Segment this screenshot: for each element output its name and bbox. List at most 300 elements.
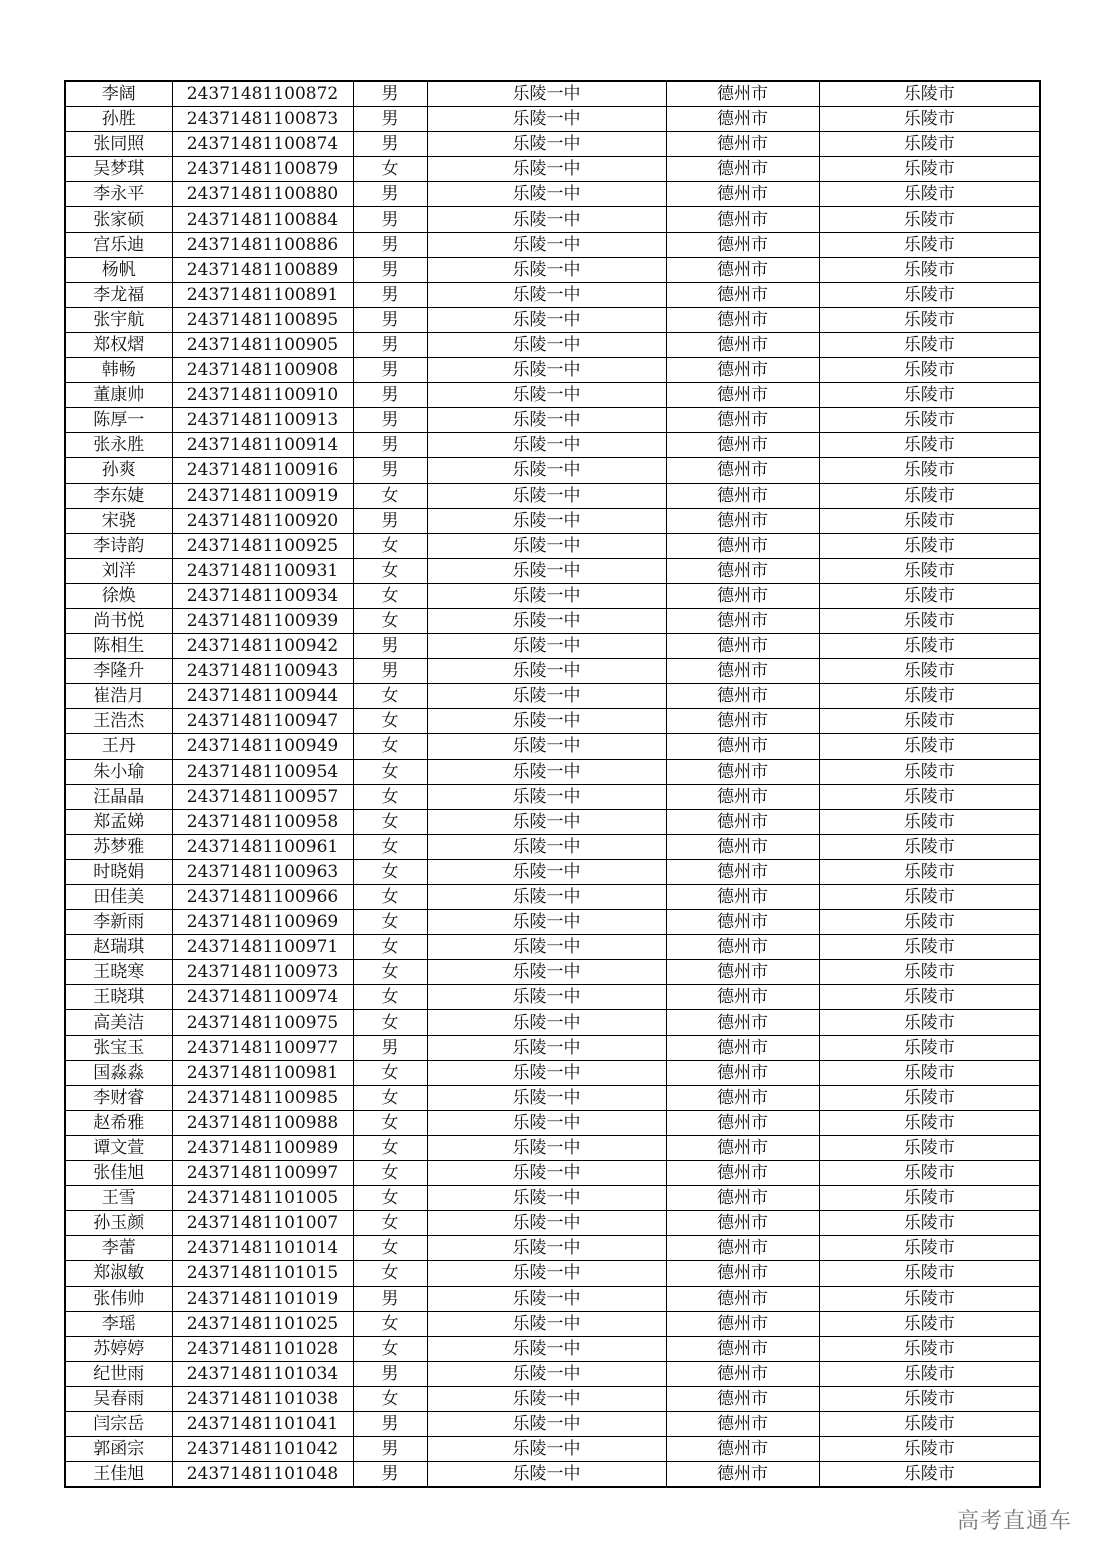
cell-school: 乐陵一中 bbox=[427, 207, 666, 232]
table-row bbox=[65, 307, 1040, 332]
table-row bbox=[65, 458, 1040, 483]
cell-school: 乐陵一中 bbox=[427, 107, 666, 132]
table-row bbox=[65, 1211, 1040, 1236]
cell-county: 乐陵市 bbox=[819, 408, 1040, 433]
cell-exam-number: 24371481100919 bbox=[172, 483, 353, 508]
cell-exam-number: 24371481100886 bbox=[172, 232, 353, 257]
cell-county: 乐陵市 bbox=[819, 483, 1040, 508]
cell-city: 德州市 bbox=[666, 834, 819, 859]
cell-county: 乐陵市 bbox=[819, 608, 1040, 633]
cell-county: 乐陵市 bbox=[819, 659, 1040, 684]
cell-gender: 男 bbox=[353, 1286, 427, 1311]
cell-school: 乐陵一中 bbox=[427, 885, 666, 910]
cell-school: 乐陵一中 bbox=[427, 1186, 666, 1211]
table-row bbox=[65, 483, 1040, 508]
roster-table bbox=[64, 80, 1041, 1488]
cell-city: 德州市 bbox=[666, 910, 819, 935]
cell-gender: 男 bbox=[353, 207, 427, 232]
cell-county: 乐陵市 bbox=[819, 1286, 1040, 1311]
table-row bbox=[65, 433, 1040, 458]
cell-exam-number: 24371481101042 bbox=[172, 1437, 353, 1462]
table-row bbox=[65, 1311, 1040, 1336]
cell-name: 徐焕 bbox=[65, 583, 172, 608]
cell-exam-number: 24371481100942 bbox=[172, 634, 353, 659]
cell-exam-number: 24371481100957 bbox=[172, 784, 353, 809]
cell-school: 乐陵一中 bbox=[427, 558, 666, 583]
table-row bbox=[65, 1361, 1040, 1386]
cell-gender: 男 bbox=[353, 307, 427, 332]
cell-school: 乐陵一中 bbox=[427, 583, 666, 608]
cell-name: 郭函宗 bbox=[65, 1437, 172, 1462]
cell-school: 乐陵一中 bbox=[427, 734, 666, 759]
cell-county: 乐陵市 bbox=[819, 583, 1040, 608]
table-row bbox=[65, 157, 1040, 182]
cell-county: 乐陵市 bbox=[819, 383, 1040, 408]
cell-school: 乐陵一中 bbox=[427, 634, 666, 659]
table-row bbox=[65, 960, 1040, 985]
cell-gender: 男 bbox=[353, 358, 427, 383]
cell-gender: 女 bbox=[353, 1336, 427, 1361]
cell-city: 德州市 bbox=[666, 1186, 819, 1211]
cell-city: 德州市 bbox=[666, 885, 819, 910]
cell-name: 刘洋 bbox=[65, 558, 172, 583]
table-row bbox=[65, 558, 1040, 583]
cell-county: 乐陵市 bbox=[819, 859, 1040, 884]
cell-county: 乐陵市 bbox=[819, 132, 1040, 157]
cell-name: 王佳旭 bbox=[65, 1462, 172, 1488]
cell-name: 李瑶 bbox=[65, 1311, 172, 1336]
cell-school: 乐陵一中 bbox=[427, 232, 666, 257]
cell-name: 张宝玉 bbox=[65, 1035, 172, 1060]
cell-county: 乐陵市 bbox=[819, 182, 1040, 207]
cell-name: 王晓寒 bbox=[65, 960, 172, 985]
cell-gender: 男 bbox=[353, 257, 427, 282]
cell-school: 乐陵一中 bbox=[427, 1261, 666, 1286]
cell-city: 德州市 bbox=[666, 1361, 819, 1386]
cell-exam-number: 24371481100916 bbox=[172, 458, 353, 483]
cell-exam-number: 24371481101007 bbox=[172, 1211, 353, 1236]
cell-exam-number: 24371481100949 bbox=[172, 734, 353, 759]
table-row bbox=[65, 1186, 1040, 1211]
cell-exam-number: 24371481100891 bbox=[172, 282, 353, 307]
cell-city: 德州市 bbox=[666, 1060, 819, 1085]
cell-name: 吴梦琪 bbox=[65, 157, 172, 182]
cell-city: 德州市 bbox=[666, 684, 819, 709]
cell-exam-number: 24371481100884 bbox=[172, 207, 353, 232]
roster-table-container bbox=[64, 80, 1039, 1488]
cell-county: 乐陵市 bbox=[819, 960, 1040, 985]
cell-school: 乐陵一中 bbox=[427, 1386, 666, 1411]
cell-school: 乐陵一中 bbox=[427, 282, 666, 307]
cell-gender: 男 bbox=[353, 1411, 427, 1436]
cell-county: 乐陵市 bbox=[819, 232, 1040, 257]
cell-school: 乐陵一中 bbox=[427, 1060, 666, 1085]
table-row bbox=[65, 1462, 1040, 1488]
cell-name: 赵瑞琪 bbox=[65, 935, 172, 960]
cell-gender: 女 bbox=[353, 1186, 427, 1211]
cell-name: 张同照 bbox=[65, 132, 172, 157]
cell-name: 李诗韵 bbox=[65, 533, 172, 558]
cell-gender: 女 bbox=[353, 558, 427, 583]
cell-city: 德州市 bbox=[666, 157, 819, 182]
cell-school: 乐陵一中 bbox=[427, 1035, 666, 1060]
table-row bbox=[65, 1336, 1040, 1361]
cell-name: 李蕾 bbox=[65, 1236, 172, 1261]
cell-city: 德州市 bbox=[666, 81, 819, 107]
roster-table-body bbox=[65, 81, 1040, 1487]
cell-name: 张佳旭 bbox=[65, 1161, 172, 1186]
cell-city: 德州市 bbox=[666, 408, 819, 433]
cell-name: 朱小瑜 bbox=[65, 759, 172, 784]
cell-exam-number: 24371481100947 bbox=[172, 709, 353, 734]
table-row bbox=[65, 1261, 1040, 1286]
cell-name: 李龙福 bbox=[65, 282, 172, 307]
cell-school: 乐陵一中 bbox=[427, 458, 666, 483]
table-row bbox=[65, 1010, 1040, 1035]
table-row bbox=[65, 358, 1040, 383]
cell-name: 时晓娟 bbox=[65, 859, 172, 884]
cell-gender: 男 bbox=[353, 282, 427, 307]
cell-exam-number: 24371481100988 bbox=[172, 1110, 353, 1135]
cell-city: 德州市 bbox=[666, 659, 819, 684]
cell-name: 国淼淼 bbox=[65, 1060, 172, 1085]
cell-exam-number: 24371481100966 bbox=[172, 885, 353, 910]
cell-school: 乐陵一中 bbox=[427, 1135, 666, 1160]
cell-city: 德州市 bbox=[666, 1161, 819, 1186]
cell-exam-number: 24371481100975 bbox=[172, 1010, 353, 1035]
cell-gender: 女 bbox=[353, 684, 427, 709]
cell-city: 德州市 bbox=[666, 734, 819, 759]
cell-county: 乐陵市 bbox=[819, 282, 1040, 307]
cell-school: 乐陵一中 bbox=[427, 935, 666, 960]
cell-name: 董康帅 bbox=[65, 383, 172, 408]
cell-gender: 女 bbox=[353, 734, 427, 759]
cell-name: 王雪 bbox=[65, 1186, 172, 1211]
cell-gender: 男 bbox=[353, 1361, 427, 1386]
cell-exam-number: 24371481100879 bbox=[172, 157, 353, 182]
cell-exam-number: 24371481101048 bbox=[172, 1462, 353, 1488]
cell-county: 乐陵市 bbox=[819, 910, 1040, 935]
cell-exam-number: 24371481100873 bbox=[172, 107, 353, 132]
cell-school: 乐陵一中 bbox=[427, 132, 666, 157]
cell-exam-number: 24371481100969 bbox=[172, 910, 353, 935]
cell-exam-number: 24371481100944 bbox=[172, 684, 353, 709]
cell-gender: 女 bbox=[353, 1386, 427, 1411]
cell-gender: 女 bbox=[353, 483, 427, 508]
cell-name: 苏婷婷 bbox=[65, 1336, 172, 1361]
cell-name: 郑孟娣 bbox=[65, 809, 172, 834]
cell-exam-number: 24371481100989 bbox=[172, 1135, 353, 1160]
cell-name: 闫宗岳 bbox=[65, 1411, 172, 1436]
cell-gender: 女 bbox=[353, 935, 427, 960]
cell-school: 乐陵一中 bbox=[427, 659, 666, 684]
cell-city: 德州市 bbox=[666, 935, 819, 960]
cell-exam-number: 24371481100961 bbox=[172, 834, 353, 859]
cell-name: 李隆升 bbox=[65, 659, 172, 684]
table-row bbox=[65, 935, 1040, 960]
cell-name: 孙爽 bbox=[65, 458, 172, 483]
cell-school: 乐陵一中 bbox=[427, 1286, 666, 1311]
cell-gender: 女 bbox=[353, 1085, 427, 1110]
cell-county: 乐陵市 bbox=[819, 458, 1040, 483]
cell-gender: 女 bbox=[353, 1236, 427, 1261]
cell-exam-number: 24371481101019 bbox=[172, 1286, 353, 1311]
cell-gender: 女 bbox=[353, 1161, 427, 1186]
cell-gender: 女 bbox=[353, 608, 427, 633]
cell-county: 乐陵市 bbox=[819, 1311, 1040, 1336]
table-row bbox=[65, 1035, 1040, 1060]
cell-school: 乐陵一中 bbox=[427, 910, 666, 935]
cell-school: 乐陵一中 bbox=[427, 608, 666, 633]
cell-county: 乐陵市 bbox=[819, 734, 1040, 759]
table-row bbox=[65, 834, 1040, 859]
cell-name: 王浩杰 bbox=[65, 709, 172, 734]
cell-city: 德州市 bbox=[666, 709, 819, 734]
cell-school: 乐陵一中 bbox=[427, 483, 666, 508]
table-row bbox=[65, 508, 1040, 533]
cell-name: 纪世雨 bbox=[65, 1361, 172, 1386]
cell-county: 乐陵市 bbox=[819, 257, 1040, 282]
cell-name: 孙玉颜 bbox=[65, 1211, 172, 1236]
cell-city: 德州市 bbox=[666, 232, 819, 257]
cell-exam-number: 24371481100913 bbox=[172, 408, 353, 433]
cell-exam-number: 24371481101041 bbox=[172, 1411, 353, 1436]
cell-county: 乐陵市 bbox=[819, 684, 1040, 709]
cell-exam-number: 24371481100920 bbox=[172, 508, 353, 533]
cell-exam-number: 24371481100958 bbox=[172, 809, 353, 834]
cell-school: 乐陵一中 bbox=[427, 1211, 666, 1236]
cell-gender: 女 bbox=[353, 809, 427, 834]
cell-county: 乐陵市 bbox=[819, 358, 1040, 383]
cell-school: 乐陵一中 bbox=[427, 1085, 666, 1110]
table-row bbox=[65, 634, 1040, 659]
cell-gender: 女 bbox=[353, 759, 427, 784]
cell-exam-number: 24371481100934 bbox=[172, 583, 353, 608]
cell-name: 吴春雨 bbox=[65, 1386, 172, 1411]
cell-city: 德州市 bbox=[666, 433, 819, 458]
cell-gender: 女 bbox=[353, 1211, 427, 1236]
cell-gender: 男 bbox=[353, 81, 427, 107]
cell-school: 乐陵一中 bbox=[427, 784, 666, 809]
cell-county: 乐陵市 bbox=[819, 709, 1040, 734]
cell-city: 德州市 bbox=[666, 182, 819, 207]
cell-gender: 男 bbox=[353, 107, 427, 132]
cell-city: 德州市 bbox=[666, 1135, 819, 1160]
cell-gender: 男 bbox=[353, 1035, 427, 1060]
cell-name: 张宇航 bbox=[65, 307, 172, 332]
cell-school: 乐陵一中 bbox=[427, 257, 666, 282]
cell-gender: 女 bbox=[353, 709, 427, 734]
cell-exam-number: 24371481101038 bbox=[172, 1386, 353, 1411]
cell-school: 乐陵一中 bbox=[427, 1437, 666, 1462]
cell-name: 郑淑敏 bbox=[65, 1261, 172, 1286]
cell-gender: 男 bbox=[353, 232, 427, 257]
table-row bbox=[65, 81, 1040, 107]
cell-exam-number: 24371481100973 bbox=[172, 960, 353, 985]
cell-county: 乐陵市 bbox=[819, 1135, 1040, 1160]
cell-county: 乐陵市 bbox=[819, 1236, 1040, 1261]
cell-school: 乐陵一中 bbox=[427, 709, 666, 734]
cell-county: 乐陵市 bbox=[819, 1035, 1040, 1060]
table-row bbox=[65, 1161, 1040, 1186]
cell-city: 德州市 bbox=[666, 1211, 819, 1236]
cell-exam-number: 24371481100981 bbox=[172, 1060, 353, 1085]
cell-gender: 女 bbox=[353, 985, 427, 1010]
cell-exam-number: 24371481100895 bbox=[172, 307, 353, 332]
table-row bbox=[65, 985, 1040, 1010]
cell-school: 乐陵一中 bbox=[427, 1010, 666, 1035]
cell-name: 李东婕 bbox=[65, 483, 172, 508]
table-row bbox=[65, 1135, 1040, 1160]
table-row bbox=[65, 1386, 1040, 1411]
cell-school: 乐陵一中 bbox=[427, 1161, 666, 1186]
cell-school: 乐陵一中 bbox=[427, 684, 666, 709]
table-row bbox=[65, 282, 1040, 307]
table-row bbox=[65, 608, 1040, 633]
cell-county: 乐陵市 bbox=[819, 207, 1040, 232]
cell-city: 德州市 bbox=[666, 1261, 819, 1286]
cell-city: 德州市 bbox=[666, 784, 819, 809]
cell-exam-number: 24371481100914 bbox=[172, 433, 353, 458]
cell-gender: 女 bbox=[353, 960, 427, 985]
cell-name: 宋骁 bbox=[65, 508, 172, 533]
cell-county: 乐陵市 bbox=[819, 1010, 1040, 1035]
table-row bbox=[65, 107, 1040, 132]
cell-city: 德州市 bbox=[666, 759, 819, 784]
cell-city: 德州市 bbox=[666, 1386, 819, 1411]
cell-exam-number: 24371481101028 bbox=[172, 1336, 353, 1361]
cell-city: 德州市 bbox=[666, 358, 819, 383]
cell-name: 谭文萱 bbox=[65, 1135, 172, 1160]
cell-county: 乐陵市 bbox=[819, 1161, 1040, 1186]
cell-county: 乐陵市 bbox=[819, 81, 1040, 107]
cell-county: 乐陵市 bbox=[819, 1060, 1040, 1085]
cell-city: 德州市 bbox=[666, 533, 819, 558]
cell-county: 乐陵市 bbox=[819, 433, 1040, 458]
cell-school: 乐陵一中 bbox=[427, 1236, 666, 1261]
cell-exam-number: 24371481100985 bbox=[172, 1085, 353, 1110]
cell-exam-number: 24371481100872 bbox=[172, 81, 353, 107]
cell-name: 王丹 bbox=[65, 734, 172, 759]
table-row bbox=[65, 885, 1040, 910]
cell-school: 乐陵一中 bbox=[427, 533, 666, 558]
cell-gender: 男 bbox=[353, 332, 427, 357]
cell-gender: 男 bbox=[353, 634, 427, 659]
cell-name: 张永胜 bbox=[65, 433, 172, 458]
cell-name: 汪晶晶 bbox=[65, 784, 172, 809]
cell-name: 高美洁 bbox=[65, 1010, 172, 1035]
table-row bbox=[65, 332, 1040, 357]
cell-name: 郑权熠 bbox=[65, 332, 172, 357]
table-row bbox=[65, 1236, 1040, 1261]
cell-school: 乐陵一中 bbox=[427, 307, 666, 332]
cell-city: 德州市 bbox=[666, 207, 819, 232]
cell-city: 德州市 bbox=[666, 307, 819, 332]
cell-gender: 男 bbox=[353, 182, 427, 207]
cell-exam-number: 24371481100977 bbox=[172, 1035, 353, 1060]
cell-name: 陈厚一 bbox=[65, 408, 172, 433]
cell-county: 乐陵市 bbox=[819, 508, 1040, 533]
cell-school: 乐陵一中 bbox=[427, 81, 666, 107]
cell-gender: 女 bbox=[353, 1060, 427, 1085]
cell-exam-number: 24371481100963 bbox=[172, 859, 353, 884]
cell-school: 乐陵一中 bbox=[427, 157, 666, 182]
cell-exam-number: 24371481100905 bbox=[172, 332, 353, 357]
cell-county: 乐陵市 bbox=[819, 784, 1040, 809]
table-row bbox=[65, 232, 1040, 257]
cell-name: 崔浩月 bbox=[65, 684, 172, 709]
table-row bbox=[65, 1085, 1040, 1110]
cell-city: 德州市 bbox=[666, 1411, 819, 1436]
cell-name: 张家硕 bbox=[65, 207, 172, 232]
cell-city: 德州市 bbox=[666, 1336, 819, 1361]
cell-exam-number: 24371481101005 bbox=[172, 1186, 353, 1211]
cell-exam-number: 24371481100971 bbox=[172, 935, 353, 960]
cell-school: 乐陵一中 bbox=[427, 759, 666, 784]
cell-name: 田佳美 bbox=[65, 885, 172, 910]
cell-school: 乐陵一中 bbox=[427, 1462, 666, 1488]
cell-county: 乐陵市 bbox=[819, 1186, 1040, 1211]
table-row bbox=[65, 257, 1040, 282]
cell-city: 德州市 bbox=[666, 1462, 819, 1488]
cell-gender: 女 bbox=[353, 834, 427, 859]
cell-city: 德州市 bbox=[666, 1236, 819, 1261]
cell-county: 乐陵市 bbox=[819, 1361, 1040, 1386]
cell-name: 苏梦雅 bbox=[65, 834, 172, 859]
table-row bbox=[65, 734, 1040, 759]
cell-gender: 男 bbox=[353, 383, 427, 408]
cell-county: 乐陵市 bbox=[819, 634, 1040, 659]
table-row bbox=[65, 583, 1040, 608]
cell-county: 乐陵市 bbox=[819, 307, 1040, 332]
table-row bbox=[65, 859, 1040, 884]
cell-exam-number: 24371481100910 bbox=[172, 383, 353, 408]
cell-gender: 女 bbox=[353, 583, 427, 608]
cell-exam-number: 24371481101014 bbox=[172, 1236, 353, 1261]
cell-city: 德州市 bbox=[666, 1085, 819, 1110]
cell-exam-number: 24371481100943 bbox=[172, 659, 353, 684]
cell-county: 乐陵市 bbox=[819, 809, 1040, 834]
cell-city: 德州市 bbox=[666, 583, 819, 608]
table-row bbox=[65, 132, 1040, 157]
cell-city: 德州市 bbox=[666, 1437, 819, 1462]
cell-gender: 女 bbox=[353, 910, 427, 935]
cell-exam-number: 24371481100997 bbox=[172, 1161, 353, 1186]
table-row bbox=[65, 1286, 1040, 1311]
cell-school: 乐陵一中 bbox=[427, 1110, 666, 1135]
cell-gender: 女 bbox=[353, 533, 427, 558]
cell-city: 德州市 bbox=[666, 132, 819, 157]
cell-gender: 女 bbox=[353, 157, 427, 182]
cell-gender: 女 bbox=[353, 1135, 427, 1160]
cell-gender: 男 bbox=[353, 1462, 427, 1488]
cell-school: 乐陵一中 bbox=[427, 408, 666, 433]
table-row bbox=[65, 182, 1040, 207]
cell-county: 乐陵市 bbox=[819, 533, 1040, 558]
cell-city: 德州市 bbox=[666, 1286, 819, 1311]
table-row bbox=[65, 1411, 1040, 1436]
cell-county: 乐陵市 bbox=[819, 834, 1040, 859]
cell-school: 乐陵一中 bbox=[427, 960, 666, 985]
cell-gender: 女 bbox=[353, 784, 427, 809]
cell-city: 德州市 bbox=[666, 809, 819, 834]
cell-city: 德州市 bbox=[666, 985, 819, 1010]
cell-gender: 男 bbox=[353, 408, 427, 433]
cell-gender: 女 bbox=[353, 1311, 427, 1336]
cell-name: 韩畅 bbox=[65, 358, 172, 383]
cell-city: 德州市 bbox=[666, 257, 819, 282]
cell-exam-number: 24371481100954 bbox=[172, 759, 353, 784]
